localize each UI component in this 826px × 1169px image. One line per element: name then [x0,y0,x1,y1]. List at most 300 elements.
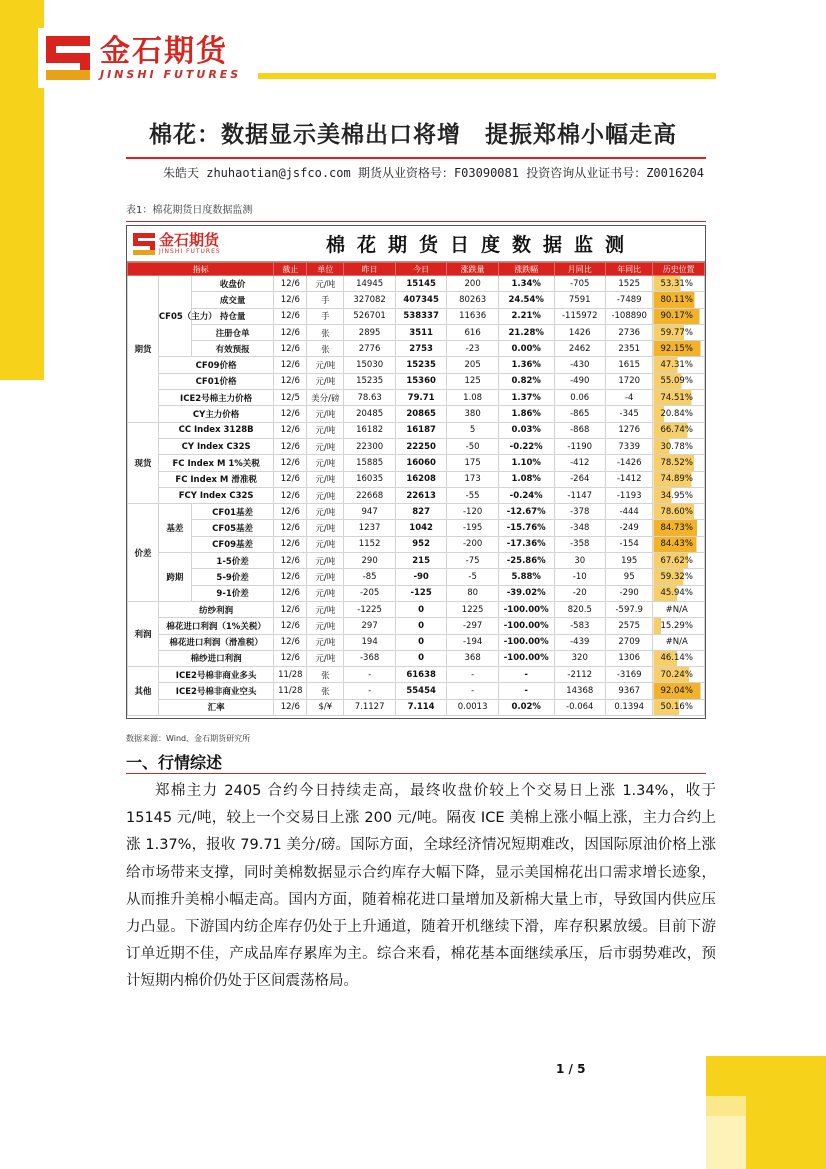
change-cell: 80263 [447,292,499,308]
indicator-cell: CY主力价格 [158,406,273,422]
change-cell: 200 [447,276,499,292]
market-summary-paragraph: 郑棉主力 2405 合约今日持续走高，最终收盘价较上个交易日上涨 1.34%，收于 15145 元/吨，较上一个交易日上涨 200 元/吨。隔夜 ICE 美棉上涨小幅上涨，主力合约上涨 1.37%，报收 79.71 美分/磅。国际方面，全球经济情况短期难改，因国际原油价格上涨给市场带来支撑，同时美棉数据显示合约库存大幅下降，显示美国棉花出口需求增长迹象，从而推升美棉小幅走高。国内方面，随着棉花进口量增加及新棉大量上市，导致国内供应压力凸显。下游国内纺企库存仍处于上升通道，随着开机继续下滑，库存积累放缓。目前下游订单近期不佳，产成品库存累库为主。综合来看，棉花基本面继续承压，后市弱势难改，预计短期内棉价仍处于区间震荡格局。 [126,783,716,990]
change-pct-cell: 0.02% [498,699,554,715]
change-cell: 1225 [447,601,499,617]
yoy-cell: 2709 [606,634,653,650]
date-cell: 12/6 [274,292,307,308]
indicator-cell: CF01基差 [191,504,273,520]
change-pct-cell: -39.02% [498,585,554,601]
history-position-cell: 45.94% [653,585,705,601]
prev-cell: 1237 [344,520,396,536]
header-chg: 涨跌量 [447,263,499,276]
history-position-cell: 53.31% [653,276,705,292]
indicator-cell: 棉花进口利润（1%关税） [158,618,273,634]
brand-logo-icon [46,36,90,80]
prev-cell: 78.63 [344,390,396,406]
unit-cell: 元/吨 [307,438,344,454]
today-cell: -125 [395,585,447,601]
header-indicator: 指标 [128,263,274,276]
indicator-cell: 成交量 [191,292,273,308]
history-position-cell: 84.43% [653,536,705,552]
prev-cell: 15030 [344,357,396,373]
table-body [128,276,705,716]
change-pct-cell: -0.24% [498,487,554,503]
yoy-cell: 1306 [606,650,653,666]
change-pct-cell: 2.21% [498,308,554,324]
table-row [128,276,705,292]
change-cell: 5 [447,422,499,438]
indicator-cell: 收盘价 [191,276,273,292]
today-cell: 15360 [395,373,447,389]
unit-cell: 元/吨 [307,520,344,536]
header-yoy: 年同比 [606,263,653,276]
mom-cell: -868 [554,422,606,438]
table-row [128,683,705,699]
date-cell: 12/6 [274,438,307,454]
table-row [128,585,705,601]
table-row [128,487,705,503]
prev-cell: 22300 [344,438,396,454]
prev-cell: 194 [344,634,396,650]
history-position-cell: 78.52% [653,455,705,471]
yoy-cell: 2736 [606,324,653,340]
change-cell: 1.08 [447,390,499,406]
indicator-cell: FC Index M 滑准税 [158,471,273,487]
history-position-cell: 34.95% [653,487,705,503]
date-cell: 12/6 [274,520,307,536]
change-pct-cell: 1.37% [498,390,554,406]
change-pct-cell: -100.00% [498,650,554,666]
mom-cell: -412 [554,455,606,471]
unit-cell: 元/吨 [307,650,344,666]
mom-cell: -430 [554,357,606,373]
yoy-cell: 95 [606,569,653,585]
prev-cell: -1225 [344,601,396,617]
change-pct-cell: 24.54% [498,292,554,308]
prev-cell: 526701 [344,308,396,324]
date-cell: 12/6 [274,357,307,373]
unit-cell: 元/吨 [307,601,344,617]
today-cell: 79.71 [395,390,447,406]
table-row [128,699,705,715]
date-cell: 12/6 [274,504,307,520]
prev-cell: 14945 [344,276,396,292]
dashboard-header [127,226,705,262]
change-cell: 175 [447,455,499,471]
table-row [128,618,705,634]
history-position-cell: 92.15% [653,341,705,357]
history-position-cell: 92.04% [653,683,705,699]
section-title: 一、行情综述 [126,753,223,772]
prev-cell: 1152 [344,536,396,552]
date-cell: 12/6 [274,569,307,585]
date-cell: 12/6 [274,276,307,292]
prev-cell: 16035 [344,471,396,487]
mom-cell: -358 [554,536,606,552]
yoy-cell: -108890 [606,308,653,324]
change-cell: -297 [447,618,499,634]
unit-cell: 元/吨 [307,357,344,373]
change-cell: 380 [447,406,499,422]
change-cell: -75 [447,553,499,569]
yoy-cell: -249 [606,520,653,536]
mom-cell: -20 [554,585,606,601]
change-cell: 0.0013 [447,699,499,715]
caption-divider [126,221,706,222]
table-row [128,422,705,438]
author-line: 朱皓天 zhuhaotian@jsfco.com 期货从业资格号：F03090081 投资咨询从业证书号：Z0016204 [163,166,704,180]
change-cell: -5 [447,569,499,585]
yoy-cell: -4 [606,390,653,406]
dashboard-logo-icon [133,233,155,255]
unit-cell: 手 [307,292,344,308]
history-position-cell: 20.84% [653,406,705,422]
history-position-cell: 84.73% [653,520,705,536]
unit-cell: 元/吨 [307,406,344,422]
mom-cell: -1147 [554,487,606,503]
indicator-cell: FC Index M 1%关税 [158,455,273,471]
today-cell: 0 [395,601,447,617]
unit-cell: 张 [307,667,344,683]
category-cell: 利润 [128,601,159,666]
indicator-cell: 汇率 [158,699,273,715]
change-pct-cell: 1.36% [498,357,554,373]
today-cell: 16208 [395,471,447,487]
today-cell: 15145 [395,276,447,292]
today-cell: 0 [395,634,447,650]
date-cell: 12/6 [274,373,307,389]
date-cell: 12/6 [274,341,307,357]
date-cell: 12/6 [274,455,307,471]
change-pct-cell: - [498,683,554,699]
date-cell: 12/6 [274,618,307,634]
unit-cell: 元/吨 [307,536,344,552]
corner-decoration [746,1096,826,1169]
indicator-cell: CF09价格 [158,357,273,373]
table-row [128,569,705,585]
mom-cell: -378 [554,504,606,520]
change-pct-cell: 1.10% [498,455,554,471]
yoy-cell: -3169 [606,667,653,683]
table-row [128,406,705,422]
header-hist: 历史位置 [653,263,705,276]
unit-cell: 元/吨 [307,276,344,292]
corner-decoration [706,1096,746,1116]
dashboard-logo [127,232,257,255]
change-pct-cell: 1.86% [498,406,554,422]
change-cell: 616 [447,324,499,340]
today-cell: 16187 [395,422,447,438]
corner-decoration [706,1116,746,1169]
indicator-cell: 棉花进口利润（滑准税） [158,634,273,650]
date-cell: 11/28 [274,667,307,683]
subcategory-cell: CF05（主力） [158,276,191,357]
history-position-cell: 74.51% [653,390,705,406]
mom-cell: 30 [554,553,606,569]
yoy-cell: 1615 [606,357,653,373]
change-cell: 80 [447,585,499,601]
yoy-cell: 7339 [606,438,653,454]
header-date: 截止 [274,263,307,276]
change-pct-cell: 1.08% [498,471,554,487]
title-divider [126,157,706,159]
today-cell: 16060 [395,455,447,471]
indicator-cell: CF05基差 [191,520,273,536]
change-pct-cell: 21.28% [498,324,554,340]
header-yellow-line [258,73,716,79]
date-cell: 12/6 [274,601,307,617]
prev-cell: 7.1127 [344,699,396,715]
table-row [128,390,705,406]
yoy-cell: 2575 [606,618,653,634]
history-position-cell: 46.14% [653,650,705,666]
history-position-cell: 50.16% [653,699,705,715]
change-pct-cell: -15.76% [498,520,554,536]
indicator-cell: 1-5价差 [191,553,273,569]
unit-cell: 元/吨 [307,504,344,520]
history-position-cell: 15.29% [653,618,705,634]
table-row [128,438,705,454]
header-mom: 月同比 [554,263,606,276]
yoy-cell: -154 [606,536,653,552]
change-pct-cell: 1.34% [498,276,554,292]
yoy-cell: -1412 [606,471,653,487]
prev-cell: 22668 [344,487,396,503]
history-position-cell: 67.62% [653,553,705,569]
today-cell: -90 [395,569,447,585]
unit-cell: 元/吨 [307,455,344,471]
mom-cell: -1190 [554,438,606,454]
unit-cell: 张 [307,324,344,340]
date-cell: 12/6 [274,553,307,569]
change-pct-cell: -100.00% [498,601,554,617]
indicator-cell: CY Index C32S [158,438,273,454]
date-cell: 12/6 [274,308,307,324]
indicator-cell: 棉纱进口利润 [158,650,273,666]
unit-cell: 元/吨 [307,487,344,503]
table-row [128,553,705,569]
table-row [128,455,705,471]
subcategory-cell: 基差 [158,504,191,553]
history-position-cell: 59.32% [653,569,705,585]
change-pct-cell: -17.36% [498,536,554,552]
indicator-cell: 纺纱利润 [158,601,273,617]
unit-cell: 元/吨 [307,422,344,438]
unit-cell: 张 [307,683,344,699]
change-pct-cell: -12.67% [498,504,554,520]
prev-cell: 20485 [344,406,396,422]
category-cell: 期货 [128,276,159,423]
unit-cell: 元/吨 [307,634,344,650]
today-cell: 407345 [395,292,447,308]
today-cell: 7.114 [395,699,447,715]
table-row [128,504,705,520]
data-monitor-dashboard [126,225,706,719]
header-today: 今日 [395,263,447,276]
table-row [128,536,705,552]
report-title: 棉花：数据显示美棉出口将增 提振郑棉小幅走高 [149,122,677,148]
mom-cell: 14368 [554,683,606,699]
table-row [128,373,705,389]
today-cell: 22250 [395,438,447,454]
unit-cell: 美分/磅 [307,390,344,406]
indicator-cell: CC Index 3128B [158,422,273,438]
date-cell: 12/6 [274,324,307,340]
brand-name-en: JINSHI FUTURES [100,67,242,81]
table-row [128,324,705,340]
table-row [128,634,705,650]
date-cell: 12/6 [274,487,307,503]
change-cell: - [447,683,499,699]
table-row [128,471,705,487]
dashboard-title: 棉花期货日度数据监测 [325,234,636,256]
change-cell: -195 [447,520,499,536]
prev-cell: 15885 [344,455,396,471]
mom-cell: -865 [554,406,606,422]
indicator-cell: 5-9价差 [191,569,273,585]
mom-cell: 820.5 [554,601,606,617]
yoy-cell: 195 [606,553,653,569]
header-pct: 涨跌幅 [498,263,554,276]
history-position-cell: 59.77% [653,324,705,340]
header-logo [38,28,254,88]
header-unit: 单位 [307,263,344,276]
table-row [128,667,705,683]
mom-cell: -2112 [554,667,606,683]
mom-cell: -705 [554,276,606,292]
change-cell: -23 [447,341,499,357]
date-cell: 12/6 [274,634,307,650]
mom-cell: -348 [554,520,606,536]
history-position-cell: 47.31% [653,357,705,373]
change-cell: 11636 [447,308,499,324]
indicator-cell: CF09基差 [191,536,273,552]
indicator-cell: ICE2号棉非商业空头 [158,683,273,699]
change-cell: -55 [447,487,499,503]
change-pct-cell: 0.03% [498,422,554,438]
date-cell: 12/6 [274,406,307,422]
table-row [128,650,705,666]
yoy-cell: -1193 [606,487,653,503]
change-cell: 368 [447,650,499,666]
yoy-cell: 9367 [606,683,653,699]
unit-cell: 手 [307,308,344,324]
yoy-cell: -7489 [606,292,653,308]
history-position-cell: 80.11% [653,292,705,308]
data-table [127,262,705,716]
indicator-cell: 注册仓单 [191,324,273,340]
change-cell: - [447,667,499,683]
prev-cell: -205 [344,585,396,601]
date-cell: 12/5 [274,390,307,406]
today-cell: 0 [395,650,447,666]
history-position-cell: 66.74% [653,422,705,438]
date-cell: 12/6 [274,585,307,601]
category-cell: 现货 [128,422,159,503]
today-cell: 55454 [395,683,447,699]
table-caption: 表1：棉花期货日度数据监测 [126,205,253,216]
change-pct-cell: 5.88% [498,569,554,585]
history-position-cell: 90.17% [653,308,705,324]
prev-cell: 15235 [344,373,396,389]
dashboard-logo-cn: 金石期货 [159,231,220,249]
prev-cell: 297 [344,618,396,634]
change-pct-cell: -100.00% [498,634,554,650]
history-position-cell: #N/A [653,634,705,650]
today-cell: 22613 [395,487,447,503]
indicator-cell: ICE2号棉非商业多头 [158,667,273,683]
mom-cell: -10 [554,569,606,585]
today-cell: 1042 [395,520,447,536]
yoy-cell: 1525 [606,276,653,292]
brand-name-cn: 金石期货 [100,33,228,69]
today-cell: 538337 [395,308,447,324]
yoy-cell: -345 [606,406,653,422]
change-cell: 205 [447,357,499,373]
table-row [128,292,705,308]
indicator-cell: CF01价格 [158,373,273,389]
unit-cell: 元/吨 [307,585,344,601]
mom-cell: -115972 [554,308,606,324]
unit-cell: 元/吨 [307,569,344,585]
page-number: 1 / 5 [556,1062,586,1076]
table-row [128,520,705,536]
history-position-cell: #N/A [653,601,705,617]
change-cell: 173 [447,471,499,487]
table-header-row [128,263,705,276]
today-cell: 20865 [395,406,447,422]
header-prev: 昨日 [344,263,396,276]
date-cell: 11/28 [274,683,307,699]
indicator-cell: 9-1价差 [191,585,273,601]
today-cell: 827 [395,504,447,520]
source-note: 数据来源：Wind、金石期货研究所 [126,734,251,743]
date-cell: 12/6 [274,699,307,715]
dashboard-logo-en: JINSHI FUTURES [159,248,221,255]
mom-cell: -490 [554,373,606,389]
change-cell: -120 [447,504,499,520]
prev-cell: -85 [344,569,396,585]
unit-cell: 元/吨 [307,618,344,634]
history-position-cell: 70.24% [653,667,705,683]
prev-cell: 2895 [344,324,396,340]
yoy-cell: 1720 [606,373,653,389]
change-pct-cell: -0.22% [498,438,554,454]
change-pct-cell: 0.82% [498,373,554,389]
yoy-cell: -290 [606,585,653,601]
prev-cell: 2776 [344,341,396,357]
section-divider [126,773,706,774]
change-pct-cell: 0.00% [498,341,554,357]
today-cell: 2753 [395,341,447,357]
date-cell: 12/6 [274,536,307,552]
prev-cell: -368 [344,650,396,666]
mom-cell: 2462 [554,341,606,357]
change-cell: -50 [447,438,499,454]
mom-cell: -264 [554,471,606,487]
prev-cell: 327082 [344,292,396,308]
unit-cell: 元/吨 [307,553,344,569]
yoy-cell: 0.1394 [606,699,653,715]
table-row [128,357,705,373]
change-pct-cell: - [498,667,554,683]
prev-cell: - [344,683,396,699]
mom-cell: -0.064 [554,699,606,715]
table-row [128,341,705,357]
category-cell: 其他 [128,667,159,716]
mom-cell: 1426 [554,324,606,340]
table-row [128,601,705,617]
